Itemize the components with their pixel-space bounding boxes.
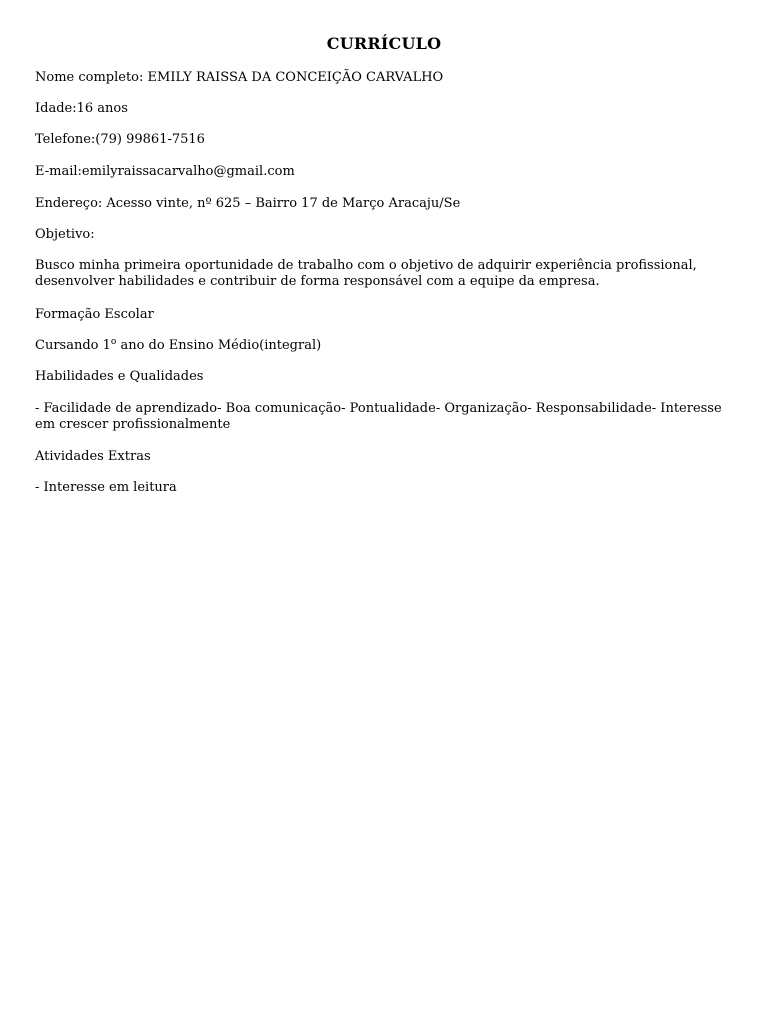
education-heading: Formação Escolar (35, 307, 154, 322)
name-line: Nome completo: EMILY RAISSA DA CONCEIÇÃO CARVALHO (35, 70, 444, 85)
skills-text: - Facilidade de aprendizado- Boa comunicação- Pontualidade- Organização- Responsabilidade- Interesse em crescer profissionalmente (35, 401, 722, 432)
extras-text: - Interesse em leitura (35, 480, 177, 495)
education-line (35, 338, 321, 354)
page-title: CURRÍCULO (326, 34, 442, 53)
extras-heading: Atividades Extras (35, 449, 151, 464)
education-suffix: ano do Ensino Médio(integral) (116, 338, 322, 353)
address-line: Endereço: Acesso vinte, nº 625 – Bairro 17 de Março Aracaju/Se (35, 196, 461, 211)
age-line: Idade:16 anos (35, 101, 128, 116)
education-prefix: Cursando 1 (35, 338, 111, 353)
skills-heading: Habilidades e Qualidades (35, 369, 204, 384)
objective-heading: Objetivo: (35, 227, 95, 242)
email-line: E-mail:emilyraissacarvalho@gmail.com (35, 164, 295, 179)
education-superscript: o (110, 337, 117, 347)
phone-line: Telefone:(79) 99861-7516 (35, 132, 205, 147)
objective-text: Busco minha primeira oportunidade de trabalho com o objetivo de adquirir experiência profissional, desenvolver habilidades e contribuir de forma responsável com a equipe da empresa. (35, 258, 697, 289)
